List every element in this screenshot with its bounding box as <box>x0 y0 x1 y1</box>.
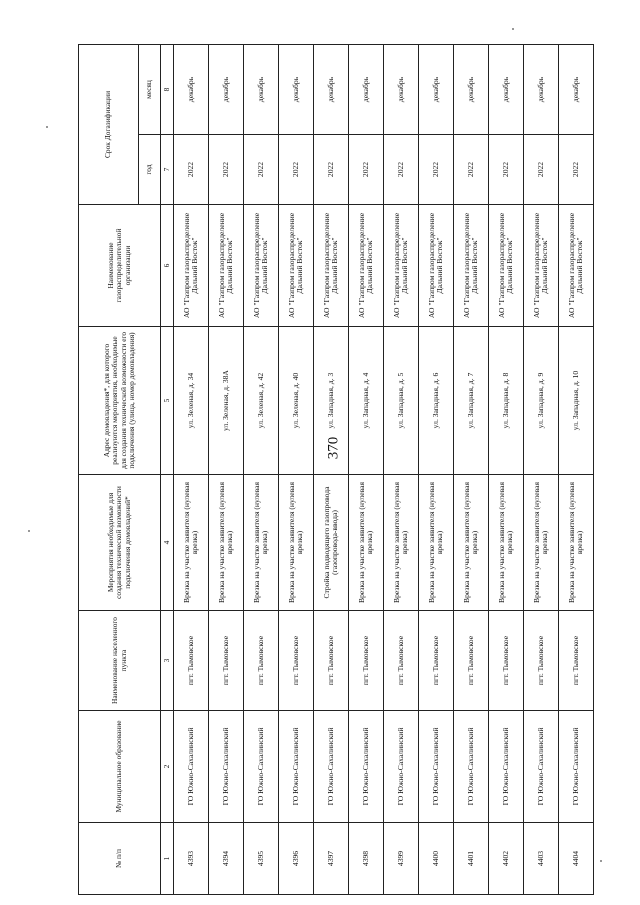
column-number: 7 <box>161 135 174 205</box>
activity-cell: Врезка на участке заявителя (нулевая врезка) <box>559 475 594 611</box>
gdo-cell: АО "Газпром газораспределение Дальний Восток" <box>314 205 349 327</box>
gdo-cell: АО "Газпром газораспределение Дальний Восток" <box>454 205 489 327</box>
municipality-cell: ГО Южно-Сахалинский <box>384 711 419 823</box>
activity-cell: Врезка на участке заявителя (нулевая врезка) <box>419 475 454 611</box>
month-cell: декабрь <box>454 45 489 135</box>
municipality-cell: ГО Южно-Сахалинский <box>279 711 314 823</box>
year-cell: 2022 <box>174 135 209 205</box>
table-row <box>279 45 314 895</box>
gdo-cell: АО "Газпром газораспределение Дальний Восток" <box>349 205 384 327</box>
table-row <box>244 45 279 895</box>
table-body <box>174 45 594 895</box>
settlement-cell: пгт. Тымовское <box>174 611 209 711</box>
table-row <box>524 45 559 895</box>
month-cell: декабрь <box>314 45 349 135</box>
gdo-cell: АО "Газпром газораспределение Дальний Восток" <box>244 205 279 327</box>
settlement-cell: пгт. Тымовское <box>559 611 594 711</box>
table-row <box>174 45 209 895</box>
address-cell: ул. Западная, д. 8 <box>489 327 524 475</box>
activity-cell: Врезка на участке заявителя (нулевая врезка) <box>524 475 559 611</box>
municipality-cell: ГО Южно-Сахалинский <box>489 711 524 823</box>
month-cell: декабрь <box>349 45 384 135</box>
header-year: год <box>139 135 161 205</box>
activity-cell: Врезка на участке заявителя (нулевая врезка) <box>489 475 524 611</box>
year-cell: 2022 <box>244 135 279 205</box>
table-row <box>489 45 524 895</box>
address-cell: ул. Зеленая, д. 38А <box>209 327 244 475</box>
column-number: 6 <box>161 205 174 327</box>
address-cell: ул. Западная, д. 5 <box>384 327 419 475</box>
month-cell: декабрь <box>279 45 314 135</box>
year-cell: 2022 <box>279 135 314 205</box>
gdo-cell: АО "Газпром газораспределение Дальний Восток" <box>174 205 209 327</box>
municipality-cell: ГО Южно-Сахалинский <box>559 711 594 823</box>
address-cell: ул. Зеленая, д. 40 <box>279 327 314 475</box>
gdo-cell: АО "Газпром газораспределение Дальний Восток" <box>209 205 244 327</box>
header-gdo: Наименование газораспределительной организации <box>79 205 161 327</box>
scan-speck <box>46 126 48 128</box>
month-cell: декабрь <box>209 45 244 135</box>
municipality-cell: ГО Южно-Сахалинский <box>314 711 349 823</box>
row-number: 4402 <box>489 823 524 895</box>
header-settlement: Наименование населенного пункта <box>79 611 161 711</box>
activity-cell: Врезка на участке заявителя (нулевая врезка) <box>209 475 244 611</box>
column-number: 4 <box>161 475 174 611</box>
municipality-cell: ГО Южно-Сахалинский <box>454 711 489 823</box>
settlement-cell: пгт. Тымовское <box>314 611 349 711</box>
address-cell: ул. Западная, д. 7 <box>454 327 489 475</box>
settlement-cell: пгт. Тымовское <box>524 611 559 711</box>
table-row <box>349 45 384 895</box>
header-deadline: Срок Догазификации <box>79 45 139 205</box>
settlement-cell: пгт. Тымовское <box>349 611 384 711</box>
header-municipality: Муниципальное образование <box>79 711 161 823</box>
scan-speck <box>512 28 514 30</box>
row-number: 4400 <box>419 823 454 895</box>
activity-cell: Врезка на участке заявителя (нулевая врезка) <box>244 475 279 611</box>
page-number: 370 <box>325 436 342 460</box>
row-number: 4401 <box>454 823 489 895</box>
year-cell: 2022 <box>454 135 489 205</box>
settlement-cell: пгт. Тымовское <box>419 611 454 711</box>
gasification-table <box>78 44 594 895</box>
municipality-cell: ГО Южно-Сахалинский <box>349 711 384 823</box>
year-cell: 2022 <box>419 135 454 205</box>
gdo-cell: АО "Газпром газораспределение Дальний Восток" <box>489 205 524 327</box>
municipality-cell: ГО Южно-Сахалинский <box>524 711 559 823</box>
row-number: 4393 <box>174 823 209 895</box>
row-number: 4398 <box>349 823 384 895</box>
month-cell: декабрь <box>384 45 419 135</box>
row-number: 4395 <box>244 823 279 895</box>
column-number-row <box>161 45 174 895</box>
header-month: месяц <box>139 45 161 135</box>
address-cell: ул. Западная, д. 10 <box>559 327 594 475</box>
row-number: 4396 <box>279 823 314 895</box>
address-cell: ул. Западная, д. 9 <box>524 327 559 475</box>
row-number: 4404 <box>559 823 594 895</box>
address-cell: ул. Зеленая, д. 42 <box>244 327 279 475</box>
gdo-cell: АО "Газпром газораспределение Дальний Восток" <box>384 205 419 327</box>
address-cell: ул. Зеленая, д. 34 <box>174 327 209 475</box>
column-number: 3 <box>161 611 174 711</box>
table-row <box>384 45 419 895</box>
year-cell: 2022 <box>384 135 419 205</box>
row-number: 4394 <box>209 823 244 895</box>
column-number: 1 <box>161 823 174 895</box>
municipality-cell: ГО Южно-Сахалинский <box>174 711 209 823</box>
table-row <box>559 45 594 895</box>
scan-speck <box>600 860 602 862</box>
activity-cell: Врезка на участке заявителя (нулевая врезка) <box>279 475 314 611</box>
activity-cell: Врезка на участке заявителя (нулевая врезка) <box>174 475 209 611</box>
address-cell: ул. Западная, д. 6 <box>419 327 454 475</box>
row-number: 4403 <box>524 823 559 895</box>
year-cell: 2022 <box>489 135 524 205</box>
municipality-cell: ГО Южно-Сахалинский <box>244 711 279 823</box>
address-cell: ул. Западная, д. 4 <box>349 327 384 475</box>
municipality-cell: ГО Южно-Сахалинский <box>209 711 244 823</box>
row-number: 4399 <box>384 823 419 895</box>
year-cell: 2022 <box>559 135 594 205</box>
settlement-cell: пгт. Тымовское <box>384 611 419 711</box>
activity-cell: Стройка подводящего газопровода (газопровода-ввода) <box>314 475 349 611</box>
municipality-cell: ГО Южно-Сахалинский <box>419 711 454 823</box>
column-number: 2 <box>161 711 174 823</box>
column-number: 8 <box>161 45 174 135</box>
year-cell: 2022 <box>314 135 349 205</box>
gdo-cell: АО "Газпром газораспределение Дальний Восток" <box>279 205 314 327</box>
header-activities: Мероприятия необходимые для создания технической возможности подключения домовладений* <box>79 475 161 611</box>
year-cell: 2022 <box>349 135 384 205</box>
header-address: Адрес домовладения*, для которого реализуются мероприятия, необходимые для создания технической возможности его подключения (улица, номер домовладения) <box>79 327 161 475</box>
table-row <box>209 45 244 895</box>
header-num: № п/п <box>79 823 161 895</box>
column-number: 5 <box>161 327 174 475</box>
year-cell: 2022 <box>209 135 244 205</box>
activity-cell: Врезка на участке заявителя (нулевая врезка) <box>349 475 384 611</box>
year-cell: 2022 <box>524 135 559 205</box>
month-cell: декабрь <box>419 45 454 135</box>
settlement-cell: пгт. Тымовское <box>209 611 244 711</box>
gdo-cell: АО "Газпром газораспределение Дальний Восток" <box>524 205 559 327</box>
scan-speck <box>28 530 30 532</box>
month-cell: декабрь <box>244 45 279 135</box>
rotated-page-content <box>78 45 584 895</box>
table-row <box>419 45 454 895</box>
settlement-cell: пгт. Тымовское <box>244 611 279 711</box>
row-number: 4397 <box>314 823 349 895</box>
table-row <box>314 45 349 895</box>
activity-cell: Врезка на участке заявителя (нулевая врезка) <box>454 475 489 611</box>
settlement-cell: пгт. Тымовское <box>489 611 524 711</box>
gdo-cell: АО "Газпром газораспределение Дальний Восток" <box>419 205 454 327</box>
month-cell: декабрь <box>489 45 524 135</box>
address-cell: ул. Западная, д. 3 <box>314 327 349 475</box>
settlement-cell: пгт. Тымовское <box>279 611 314 711</box>
month-cell: декабрь <box>559 45 594 135</box>
table-row <box>454 45 489 895</box>
month-cell: декабрь <box>524 45 559 135</box>
activity-cell: Врезка на участке заявителя (нулевая врезка) <box>384 475 419 611</box>
month-cell: декабрь <box>174 45 209 135</box>
gdo-cell: АО "Газпром газораспределение Дальний Восток" <box>559 205 594 327</box>
settlement-cell: пгт. Тымовское <box>454 611 489 711</box>
